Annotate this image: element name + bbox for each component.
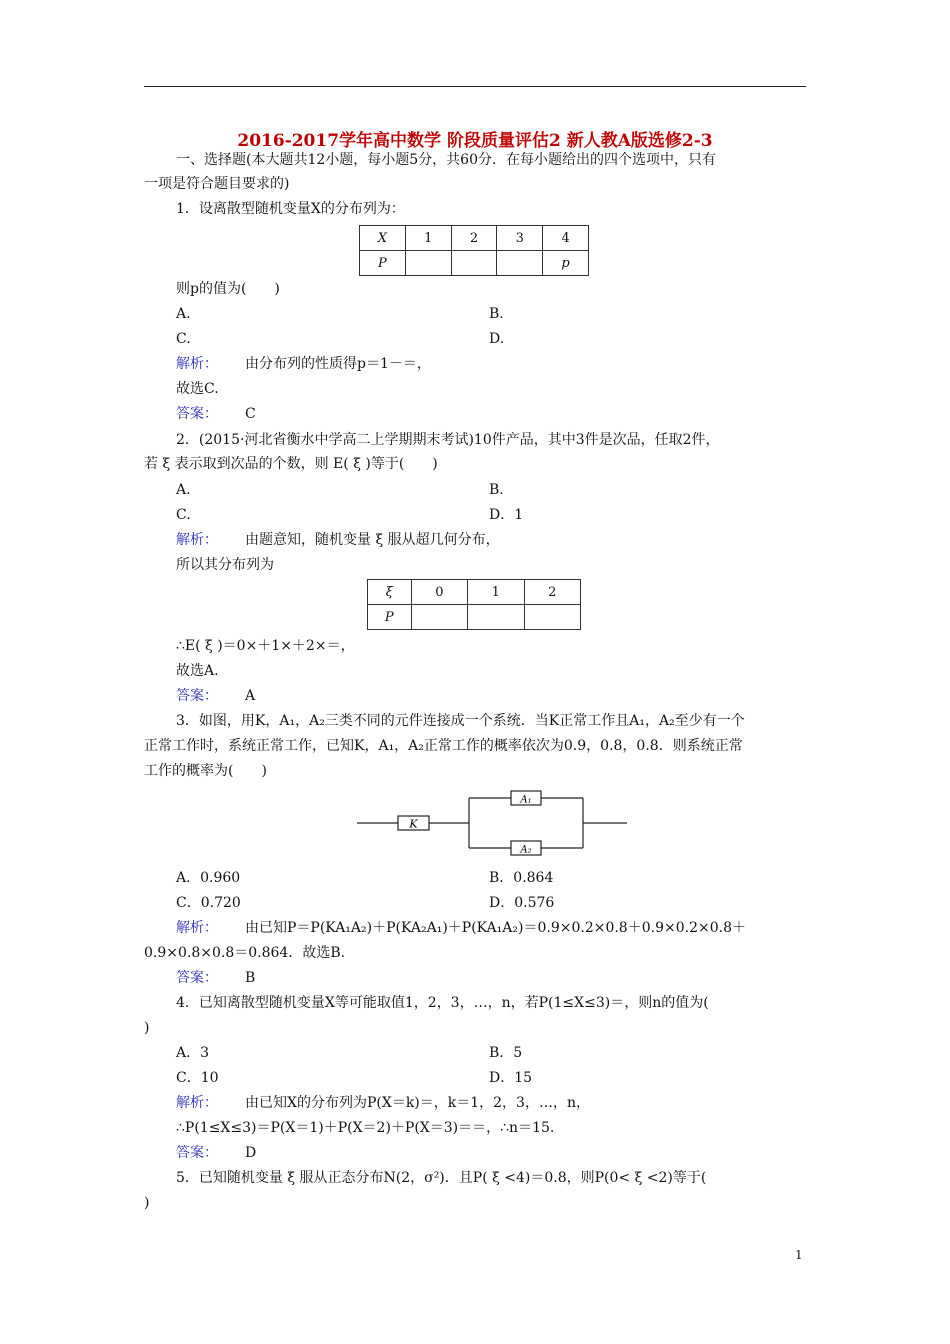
q4-analysis-label: 解析： [176, 1095, 218, 1111]
q2-answer-label: 答案： [176, 688, 218, 704]
q3-stem-line3: 工作的概率为( ) [144, 763, 267, 779]
q5-stem-line2: ) [144, 1195, 150, 1211]
q2-table-cell [411, 605, 467, 630]
component-a2-label: A₂ [520, 844, 532, 856]
q1-choose: 故选C. [176, 381, 219, 397]
q3-answer-label: 答案： [176, 970, 218, 986]
q2-choose: 故选A. [176, 663, 219, 679]
q1-table-cell: X [360, 226, 406, 251]
q2-table-cell: P [368, 605, 412, 630]
q4-analysis-line2: ∴P(1≤X≤3)＝P(X＝1)＋P(X＝2)＋P(X＝3)＝＝，∴n＝15. [176, 1120, 555, 1136]
q2-stem-line2: 若 ξ 表示取到次品的个数，则 E( ξ )等于( ) [144, 456, 438, 472]
q1-option-b: B. [489, 306, 504, 322]
q1-stem: 1．设离散型随机变量X的分布列为： [176, 201, 405, 217]
q4-option-b: B．5 [489, 1045, 523, 1061]
q3-stem-line1: 3．如图，用K，A₁，A₂三类不同的元件连接成一个系统．当K正常工作且A₁，A₂至少有一个 [176, 713, 745, 729]
header-rule [144, 86, 806, 87]
q2-option-d: D．1 [489, 507, 524, 523]
q1-table-cell: P [360, 251, 406, 276]
q4-option-c: C．10 [176, 1070, 219, 1086]
q2-table-cell: 1 [468, 580, 524, 605]
q2-table-cell: 2 [524, 580, 580, 605]
q3-analysis-line1: 由已知P＝P(KA₁A₂)＋P(KA₂A₁)＋P(KA₁A₂)＝0.9×0.2×0.8＋0.9×0.2×0.8＋ [245, 920, 746, 936]
q1-ask: 则p的值为( ) [176, 281, 280, 297]
q2-calculation: ∴E( ξ )＝0×＋1×＋2×＝， [176, 638, 355, 654]
q1-option-d: D. [489, 331, 505, 347]
q2-table-cell: 0 [411, 580, 467, 605]
q1-option-a: A. [176, 306, 191, 322]
q4-analysis-line1: 由已知X的分布列为P(X＝k)＝，k＝1，2，3，…，n， [245, 1095, 590, 1111]
circuit-diagram [355, 786, 630, 858]
q1-analysis-label: 解析： [176, 356, 218, 372]
q2-table-cell: ξ [368, 580, 412, 605]
q3-option-b: B．0.864 [489, 870, 554, 886]
q3-answer: B [245, 970, 256, 986]
q4-stem-line1: 4．已知离散型随机变量X等可能取值1，2，3，…，n，若P(1≤X≤3)＝，则n的值为( [176, 995, 709, 1011]
q2-analysis-line1: 由题意知，随机变量 ξ 服从超几何分布， [245, 532, 500, 548]
q4-option-d: D．15 [489, 1070, 533, 1086]
q3-analysis-line2: 0.9×0.8×0.8＝0.864．故选B. [144, 945, 346, 961]
q2-stem-line1: 2．(2015·河北省衡水中学高二上学期期末考试)10件产品，其中3件是次品，任取2件， [176, 432, 720, 448]
q1-answer: C [245, 406, 256, 422]
q3-option-d: D．0.576 [489, 895, 555, 911]
q1-option-c: C. [176, 331, 191, 347]
switch-k-label: K [409, 817, 418, 831]
q3-option-a: A．0.960 [176, 870, 241, 886]
q2-option-a: A. [176, 482, 191, 498]
document-title: 2016-2017学年高中数学 阶段质量评估2 新人教A版选修2-3 [237, 131, 713, 151]
q2-distribution-table [367, 579, 581, 630]
q4-stem-line2: ) [144, 1020, 150, 1036]
q5-stem-line1: 5．已知随机变量 ξ 服从正态分布N(2，σ²)．且P( ξ <4)＝0.8，则P(0< ξ <2)等于( [176, 1170, 707, 1186]
q1-table-cell: p [543, 251, 589, 276]
q2-option-c: C. [176, 507, 191, 523]
q1-table-cell [405, 251, 451, 276]
q1-answer-label: 答案： [176, 406, 218, 422]
q1-table-cell: 1 [405, 226, 451, 251]
page-number: 1 [795, 1248, 803, 1262]
q3-option-c: C．0.720 [176, 895, 241, 911]
q1-table-cell: 2 [451, 226, 497, 251]
q2-table-cell [468, 605, 524, 630]
q1-distribution-table [359, 225, 589, 276]
q1-table-cell: 3 [497, 226, 543, 251]
q1-table-cell [451, 251, 497, 276]
q3-analysis-label: 解析： [176, 920, 218, 936]
q2-answer: A [245, 688, 256, 704]
q2-analysis-line2: 所以其分布列为 [176, 557, 274, 573]
q2-table-cell [524, 605, 580, 630]
q1-analysis: 由分布列的性质得p＝1－＝， [245, 356, 431, 372]
q1-table-cell [497, 251, 543, 276]
q4-option-a: A．3 [176, 1045, 210, 1061]
section-heading-cont: 一项是符合题目要求的) [144, 176, 290, 192]
q1-table-cell: 4 [543, 226, 589, 251]
component-a1-label: A₁ [520, 794, 532, 806]
section-heading: 一、选择题(本大题共12小题，每小题5分，共60分．在每小题给出的四个选项中，只有 [176, 152, 716, 168]
q2-option-b: B. [489, 482, 504, 498]
q2-analysis-label: 解析： [176, 532, 218, 548]
q4-answer: D [245, 1145, 257, 1161]
q4-answer-label: 答案： [176, 1145, 218, 1161]
q3-stem-line2: 正常工作时，系统正常工作，已知K，A₁，A₂正常工作的概率依次为0.9，0.8，0.8．则系统正常 [144, 738, 743, 754]
